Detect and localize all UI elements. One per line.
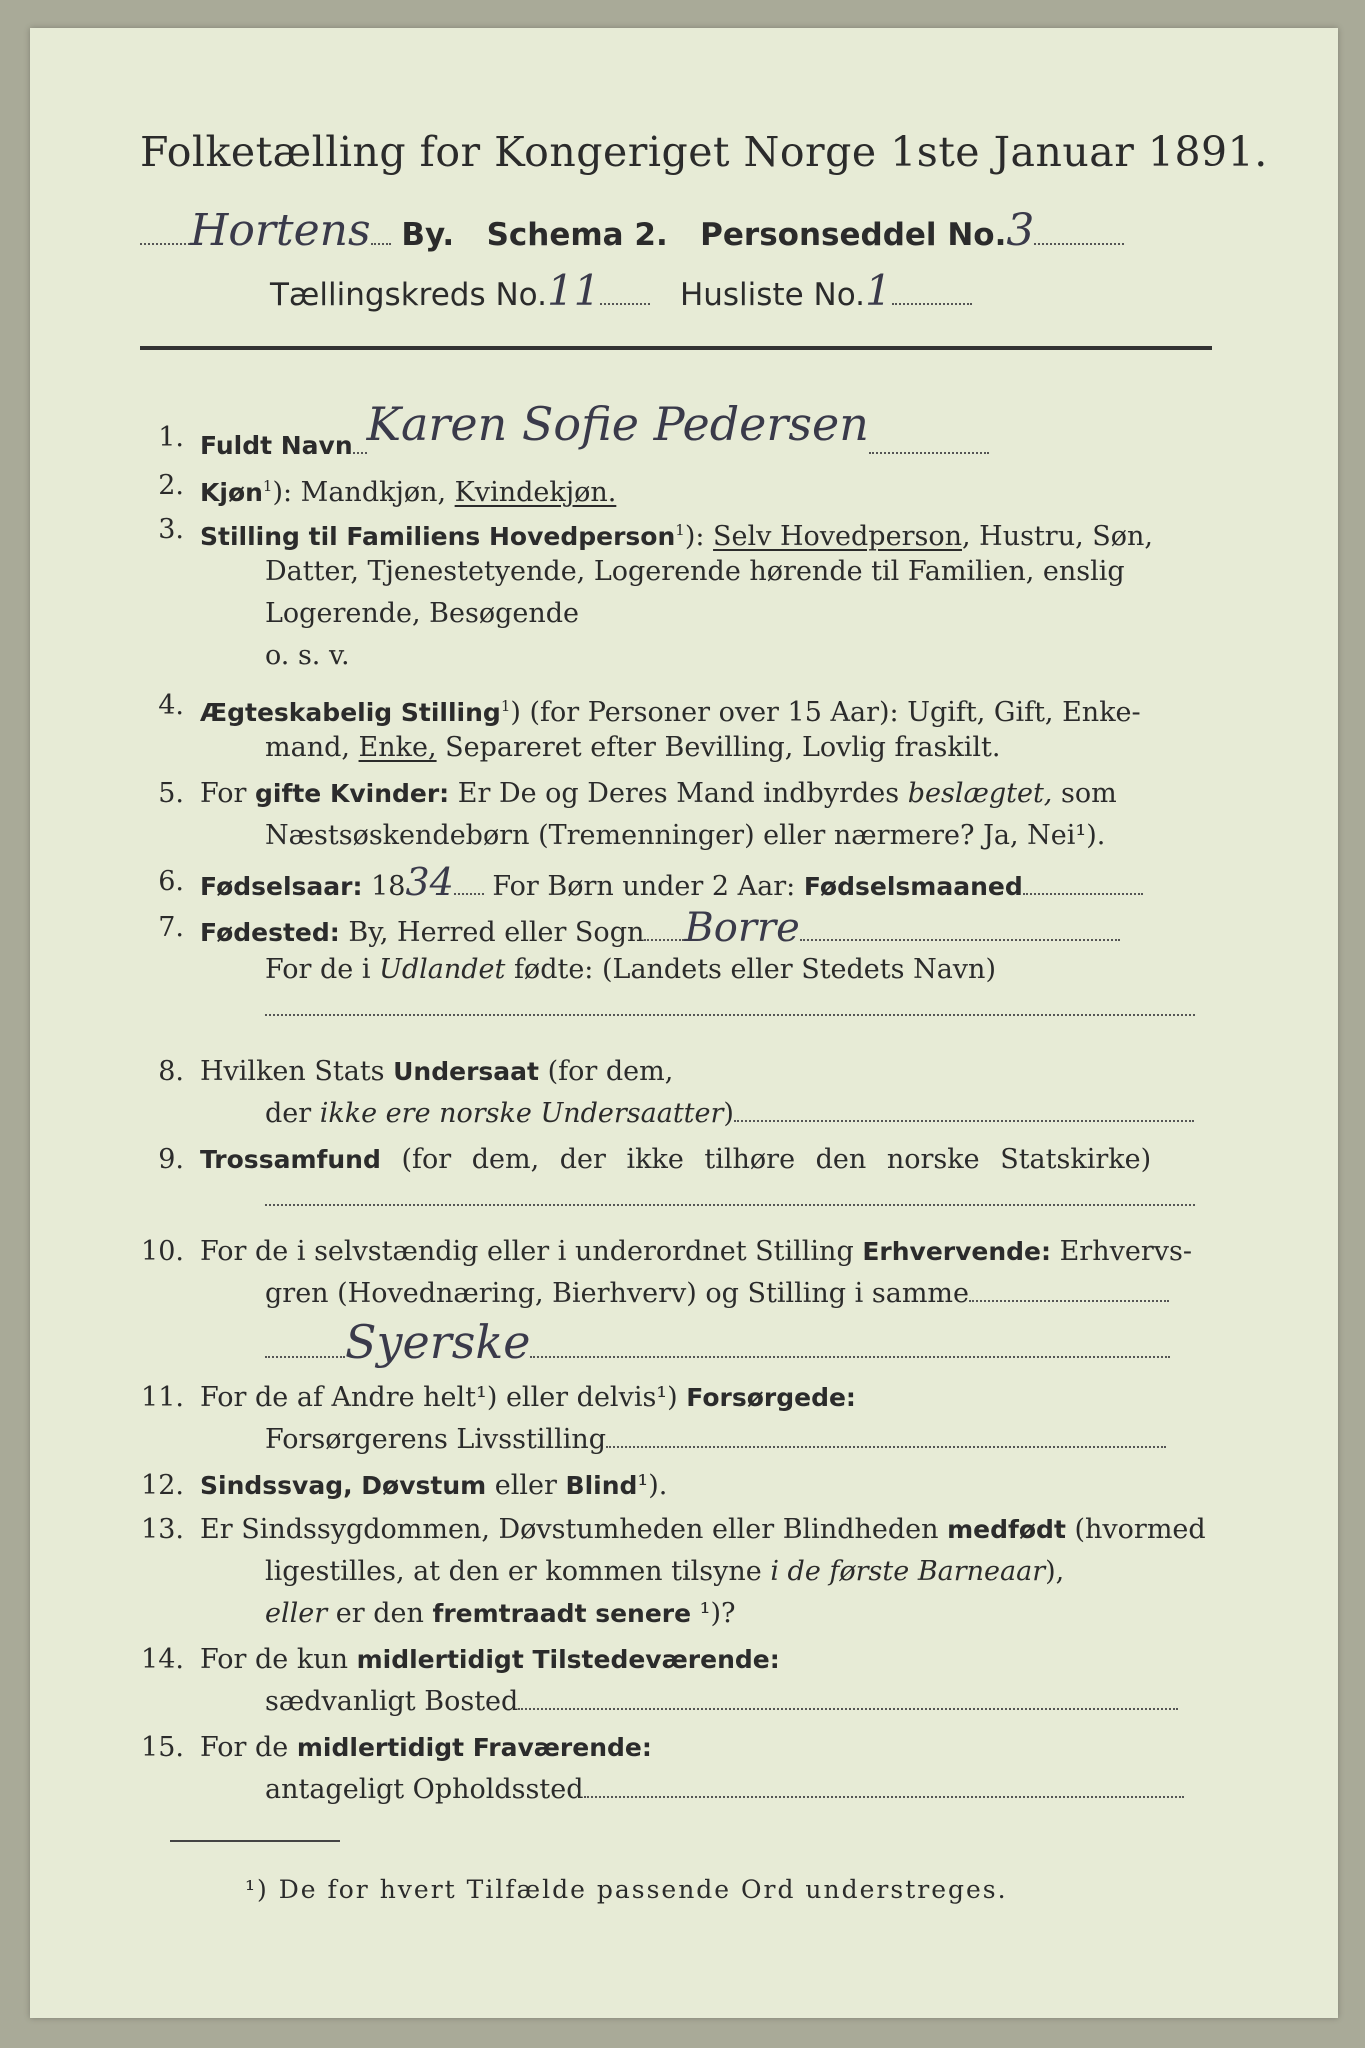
husliste-label: Husliste No. bbox=[679, 277, 865, 313]
text: (for dem, bbox=[538, 1056, 674, 1087]
text: antageligt Opholdssted bbox=[265, 1774, 584, 1805]
text: By, Herred eller Sogn bbox=[339, 917, 645, 948]
temporary-absent-label: midlertidigt Fraværende: bbox=[296, 1733, 652, 1762]
position-label: Stilling til Familiens Hovedperson bbox=[200, 522, 676, 551]
item-6 bbox=[200, 860, 1143, 905]
subject-label: Undersaat bbox=[393, 1057, 539, 1086]
birth-year-label: Fødselsaar: bbox=[200, 872, 363, 901]
position-answer-underlined: Selv Hovedperson bbox=[713, 521, 962, 552]
personseddel-label: Personseddel No. bbox=[700, 217, 1007, 253]
temporary-present-label: midlertidigt Tilstedeværende: bbox=[356, 1645, 780, 1674]
item-10-line2 bbox=[265, 1276, 1169, 1312]
text: Udlandet bbox=[379, 954, 506, 985]
item-14 bbox=[200, 1642, 780, 1678]
header-line-kreds bbox=[270, 268, 972, 318]
text: Forsørgerens Livsstilling bbox=[265, 1424, 607, 1455]
gender-answer-underlined: Kvindekjøn. bbox=[454, 477, 617, 508]
text: gren (Hovednæring, Bierhverv) og Stilling i samme bbox=[265, 1278, 970, 1309]
husliste-number: 1 bbox=[864, 266, 892, 315]
item-12 bbox=[200, 1468, 667, 1504]
occupation-label: Erhvervende: bbox=[862, 1237, 1052, 1266]
married-women-label: gifte Kvinder: bbox=[255, 779, 450, 808]
item-number: 11. bbox=[141, 1382, 184, 1413]
item-8 bbox=[200, 1054, 673, 1090]
item-number: 5. bbox=[158, 778, 184, 809]
item-number: 7. bbox=[158, 912, 184, 943]
full-name-answer: Karen Sofie Pedersen bbox=[366, 397, 869, 451]
text: ligestilles, at den er kommen tilsyne bbox=[265, 1556, 771, 1587]
item-number: 9. bbox=[158, 1144, 184, 1175]
footnote-marker: 1 bbox=[262, 477, 273, 495]
text: For Børn under 2 Aar: bbox=[483, 871, 804, 902]
birth-month-label: Fødselsmaaned bbox=[803, 872, 1023, 901]
disability-label: Sindssvag, Døvstum bbox=[200, 1471, 487, 1500]
full-name-label: Fuldt Navn bbox=[200, 431, 353, 460]
text: som bbox=[1052, 778, 1117, 809]
item-number: 2. bbox=[158, 470, 184, 501]
text: Erhvervs- bbox=[1051, 1236, 1192, 1267]
item-7-blank bbox=[265, 990, 1195, 1026]
text: ) (for Personer over 15 Aar): Ugift, Gift, Enke- bbox=[510, 697, 1141, 728]
birth-year-answer: 34 bbox=[405, 860, 454, 904]
text: For bbox=[200, 778, 256, 809]
item-14-line2 bbox=[265, 1684, 1178, 1720]
text: sædvanligt Bosted bbox=[265, 1686, 519, 1717]
town-name: Hortens bbox=[190, 205, 371, 256]
kreds-number: 11 bbox=[546, 266, 601, 315]
item-3-line2: Datter, Tjenestetyende, Logerende hørende til Familien, enslig bbox=[265, 556, 1125, 587]
item-7-line2 bbox=[265, 952, 996, 988]
item-9-blank bbox=[265, 1180, 1195, 1216]
item-10-answer-line bbox=[265, 1315, 1170, 1369]
item-number: 10. bbox=[141, 1236, 184, 1267]
text: mand, bbox=[265, 732, 359, 763]
item-1 bbox=[200, 397, 989, 464]
item-5 bbox=[200, 776, 1117, 812]
footnote-marker: 1 bbox=[675, 521, 685, 539]
text: For de i selvstændig eller i underordnet Stilling bbox=[200, 1236, 863, 1267]
item-number: 14. bbox=[141, 1644, 184, 1675]
item-15-line2 bbox=[265, 1772, 1184, 1808]
marital-label: Ægteskabelig Stilling bbox=[200, 698, 501, 727]
text: der bbox=[265, 1098, 320, 1129]
item-15 bbox=[200, 1730, 652, 1766]
text: eller bbox=[265, 1598, 328, 1629]
supported-label: Forsørgede: bbox=[686, 1383, 856, 1412]
text: For de kun bbox=[200, 1644, 357, 1675]
item-4-line2 bbox=[265, 730, 1000, 766]
item-7 bbox=[200, 905, 1120, 951]
later-onset-label: fremtraadt senere bbox=[432, 1599, 692, 1628]
item-number: 3. bbox=[158, 514, 184, 545]
gender-options: ): Mandkjøn, bbox=[272, 477, 455, 508]
item-10 bbox=[200, 1234, 1192, 1270]
text: beslægtet, bbox=[907, 778, 1053, 809]
item-11-line2 bbox=[265, 1422, 1166, 1458]
item-number: 1. bbox=[158, 422, 184, 453]
item-4 bbox=[200, 688, 1141, 731]
form-title: Folketælling for Kongeriget Norge 1ste Januar 1891. bbox=[140, 128, 1268, 176]
header-rule bbox=[140, 346, 1212, 350]
item-number: 6. bbox=[158, 866, 184, 897]
occupation-answer: Syerske bbox=[345, 1315, 531, 1369]
kreds-label: Tællingskreds No. bbox=[270, 277, 547, 313]
religion-label: Trossamfund bbox=[200, 1145, 381, 1174]
item-11 bbox=[200, 1380, 856, 1416]
item-9 bbox=[200, 1142, 1151, 1178]
item-3 bbox=[200, 512, 1153, 555]
item-3-line3: Logerende, Besøgende bbox=[265, 598, 579, 629]
text: For de i bbox=[265, 954, 380, 985]
item-number: 13. bbox=[141, 1514, 184, 1545]
text: ) bbox=[723, 1098, 734, 1129]
header-line-town bbox=[140, 205, 1124, 258]
text: (hvormed bbox=[1065, 1514, 1206, 1545]
text: (for dem, der ikke tilhøre den norske Statskirke) bbox=[380, 1144, 1152, 1175]
text: ¹). bbox=[637, 1470, 668, 1501]
text: , Hustru, Søn, bbox=[961, 521, 1153, 552]
birthplace-label: Fødested: bbox=[200, 918, 340, 947]
text: i de første Barneaar bbox=[770, 1556, 1046, 1587]
text: For de af Andre helt¹) eller delvis¹) bbox=[200, 1382, 687, 1413]
text: Er De og Deres Mand indbyrdes bbox=[449, 778, 908, 809]
text: ikke ere norske Undersaatter bbox=[319, 1098, 724, 1129]
blind-label: Blind bbox=[565, 1471, 638, 1500]
text: Separeret efter Bevilling, Lovlig fraskilt. bbox=[436, 732, 1001, 763]
marital-answer-underlined: Enke, bbox=[358, 732, 437, 763]
item-number: 12. bbox=[141, 1470, 184, 1501]
birthplace-answer: Borre bbox=[684, 905, 800, 951]
congenital-label: medfødt bbox=[947, 1515, 1066, 1544]
personseddel-number: 3 bbox=[1006, 205, 1035, 256]
text: ), bbox=[1045, 1556, 1065, 1587]
item-13-line3 bbox=[265, 1596, 736, 1632]
item-3-line4: o. s. v. bbox=[265, 640, 350, 671]
item-2 bbox=[200, 468, 616, 511]
item-8-line2 bbox=[265, 1096, 1194, 1132]
text: ): bbox=[684, 521, 714, 552]
item-13 bbox=[200, 1512, 1206, 1548]
item-13-line2 bbox=[265, 1554, 1064, 1590]
text: eller bbox=[486, 1470, 566, 1501]
by-label: By. bbox=[401, 217, 455, 253]
text: 18 bbox=[362, 871, 406, 902]
text: er den bbox=[327, 1598, 433, 1629]
gender-label: Kjøn bbox=[200, 478, 263, 507]
text: Hvilken Stats bbox=[200, 1056, 394, 1087]
item-5-line2: Næstsøskendebørn (Tremenninger) eller nærmere? Ja, Nei¹). bbox=[265, 820, 1106, 851]
text: fødte: (Landets eller Stedets Navn) bbox=[505, 954, 996, 985]
text: ¹)? bbox=[691, 1598, 736, 1629]
footnote: ¹) De for hvert Tilfælde passende Ord understreges. bbox=[245, 1875, 1008, 1904]
census-form bbox=[30, 28, 1338, 2018]
item-number: 4. bbox=[158, 690, 184, 721]
text: For de bbox=[200, 1732, 297, 1763]
text: Er Sindssygdommen, Døvstumheden eller Blindheden bbox=[200, 1514, 948, 1545]
schema-label: Schema 2. bbox=[486, 217, 668, 253]
footnote-marker: 1 bbox=[500, 697, 511, 715]
item-number: 15. bbox=[141, 1732, 184, 1763]
item-number: 8. bbox=[158, 1056, 184, 1087]
footnote-rule bbox=[170, 1840, 340, 1842]
